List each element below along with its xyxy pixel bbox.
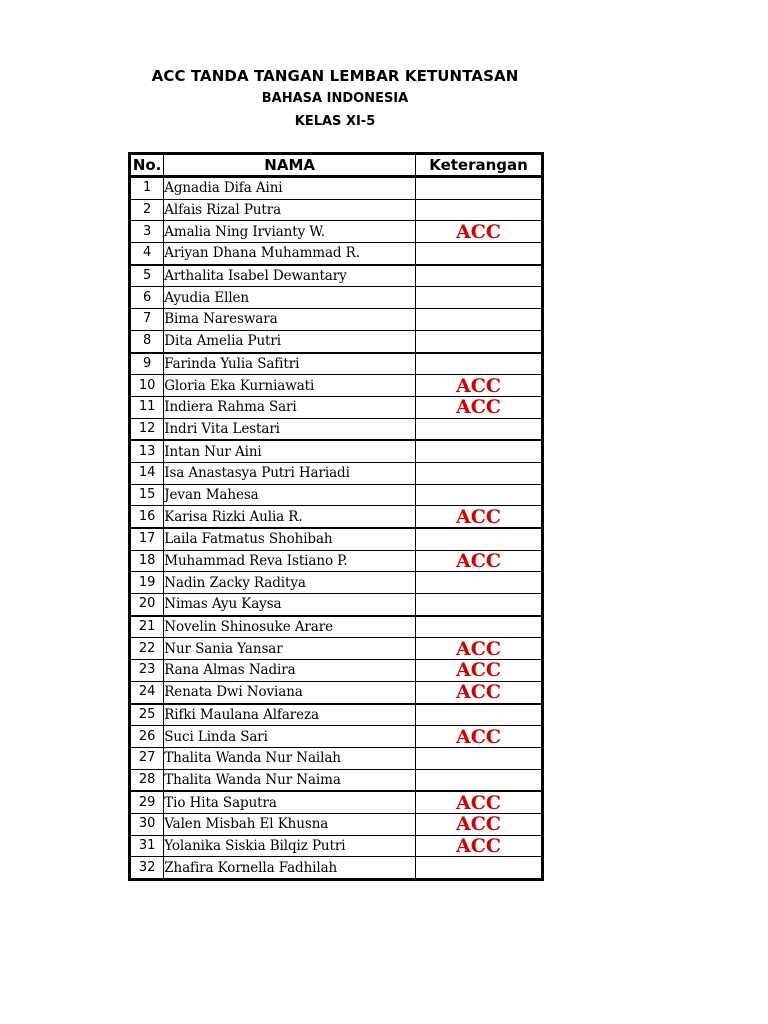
keterangan-cell [416,528,543,550]
row-number: 18 [130,550,164,572]
keterangan-cell [416,704,543,726]
row-number: 9 [130,353,164,375]
document-title: ACC TANDA TANGAN LEMBAR KETUNTASAN [151,67,519,85]
row-number: 10 [130,375,164,397]
table-row [130,616,543,638]
table-row [130,594,543,616]
row-number: 28 [130,769,164,791]
student-name: Jevan Mahesa [164,484,416,506]
student-name: Valen Misbah El Khusna [164,813,416,835]
table-row [130,704,543,726]
table-row [130,813,543,835]
student-name: Novelin Shinosuke Arare [164,616,416,638]
student-name: Yolanika Siskia Bilqiz Putri [164,835,416,857]
table-row [130,484,543,506]
table-row [130,769,543,791]
row-number: 7 [130,309,164,331]
row-number: 11 [130,396,164,418]
row-number: 22 [130,638,164,660]
row-number: 17 [130,528,164,550]
student-name: Nur Sania Yansar [164,638,416,660]
table-row [130,660,543,682]
row-number: 4 [130,243,164,265]
keterangan-cell [416,418,543,440]
table-row [130,221,543,243]
table-row [130,791,543,813]
row-number: 24 [130,681,164,703]
table-row [130,199,543,221]
keterangan-cell: ACC [416,660,543,682]
row-number: 2 [130,199,164,221]
keterangan-cell: ACC [416,221,543,243]
table-row [130,287,543,309]
keterangan-cell [416,330,543,352]
keterangan-cell: ACC [416,375,543,397]
row-number: 23 [130,660,164,682]
keterangan-cell: ACC [416,835,543,857]
keterangan-cell: ACC [416,506,543,528]
table-row [130,462,543,484]
table-row [130,528,543,550]
row-number: 32 [130,857,164,880]
student-name: Ayudia Ellen [164,287,416,309]
keterangan-cell [416,616,543,638]
keterangan-cell [416,309,543,331]
table-row [130,177,543,200]
keterangan-cell [416,484,543,506]
keterangan-cell [416,243,543,265]
table-row [130,681,543,703]
student-name: Isa Anastasya Putri Hariadi [164,462,416,484]
student-name: Thalita Wanda Nur Naima [164,769,416,791]
student-name: Farinda Yulia Safitri [164,353,416,375]
student-name: Nimas Ayu Kaysa [164,594,416,616]
keterangan-cell [416,265,543,287]
keterangan-cell: ACC [416,726,543,748]
row-number: 21 [130,616,164,638]
table-body [130,177,543,880]
row-number: 14 [130,462,164,484]
row-number: 8 [130,330,164,352]
row-number: 27 [130,747,164,769]
student-name: Agnadia Difa Aini [164,177,416,200]
keterangan-cell [416,199,543,221]
table-row [130,506,543,528]
table-row [130,550,543,572]
header-nama: NAMA [164,154,416,177]
row-number: 19 [130,572,164,594]
keterangan-cell: ACC [416,813,543,835]
student-name: Laila Fatmatus Shohibah [164,528,416,550]
row-number: 29 [130,791,164,813]
keterangan-cell [416,177,543,200]
table-header-row [130,154,543,177]
keterangan-cell [416,353,543,375]
table-row [130,726,543,748]
table-row [130,418,543,440]
keterangan-cell [416,857,543,880]
row-number: 31 [130,835,164,857]
keterangan-cell [416,440,543,462]
table-row [130,265,543,287]
row-number: 26 [130,726,164,748]
row-number: 16 [130,506,164,528]
keterangan-cell: ACC [416,791,543,813]
student-name: Arthalita Isabel Dewantary [164,265,416,287]
row-number: 30 [130,813,164,835]
header-keterangan: Keterangan [416,154,543,177]
student-name: Intan Nur Aini [164,440,416,462]
row-number: 3 [130,221,164,243]
keterangan-cell [416,572,543,594]
student-name: Thalita Wanda Nur Nailah [164,747,416,769]
class-title: KELAS XI-5 [294,114,376,129]
keterangan-cell: ACC [416,550,543,572]
table-row [130,396,543,418]
student-name: Suci Linda Sari [164,726,416,748]
student-name: Rana Almas Nadira [164,660,416,682]
table-row [130,638,543,660]
row-number: 13 [130,440,164,462]
student-name: Indri Vita Lestari [164,418,416,440]
row-number: 15 [130,484,164,506]
keterangan-cell [416,462,543,484]
row-number: 20 [130,594,164,616]
student-name: Tio Hita Saputra [164,791,416,813]
student-name: Muhammad Reva Istiano P. [164,550,416,572]
student-name: Karisa Rizki Aulia R. [164,506,416,528]
table-row [130,353,543,375]
student-name: Zhafira Kornella Fadhilah [164,857,416,880]
subject-title: BAHASA INDONESIA [261,91,409,106]
table-row [130,375,543,397]
table-row [130,857,543,880]
row-number: 12 [130,418,164,440]
table-row [130,309,543,331]
keterangan-cell [416,769,543,791]
table-row [130,330,543,352]
student-name: Alfais Rizal Putra [164,199,416,221]
keterangan-cell [416,747,543,769]
keterangan-cell [416,287,543,309]
table-row [130,440,543,462]
keterangan-cell: ACC [416,638,543,660]
table-row [130,835,543,857]
student-name: Gloria Eka Kurniawati [164,375,416,397]
student-name: Nadin Zacky Raditya [164,572,416,594]
row-number: 25 [130,704,164,726]
attendance-table [128,152,544,881]
header-no: No. [130,154,164,177]
student-name: Rifki Maulana Alfareza [164,704,416,726]
row-number: 6 [130,287,164,309]
table-row [130,243,543,265]
row-number: 1 [130,177,164,200]
student-name: Dita Amelia Putri [164,330,416,352]
row-number: 5 [130,265,164,287]
student-name: Ariyan Dhana Muhammad R. [164,243,416,265]
keterangan-cell [416,594,543,616]
student-name: Renata Dwi Noviana [164,681,416,703]
student-name: Indiera Rahma Sari [164,396,416,418]
table-row [130,747,543,769]
keterangan-cell: ACC [416,396,543,418]
table-row [130,572,543,594]
student-name: Amalia Ning Irvianty W. [164,221,416,243]
keterangan-cell: ACC [416,681,543,703]
student-name: Bima Nareswara [164,309,416,331]
